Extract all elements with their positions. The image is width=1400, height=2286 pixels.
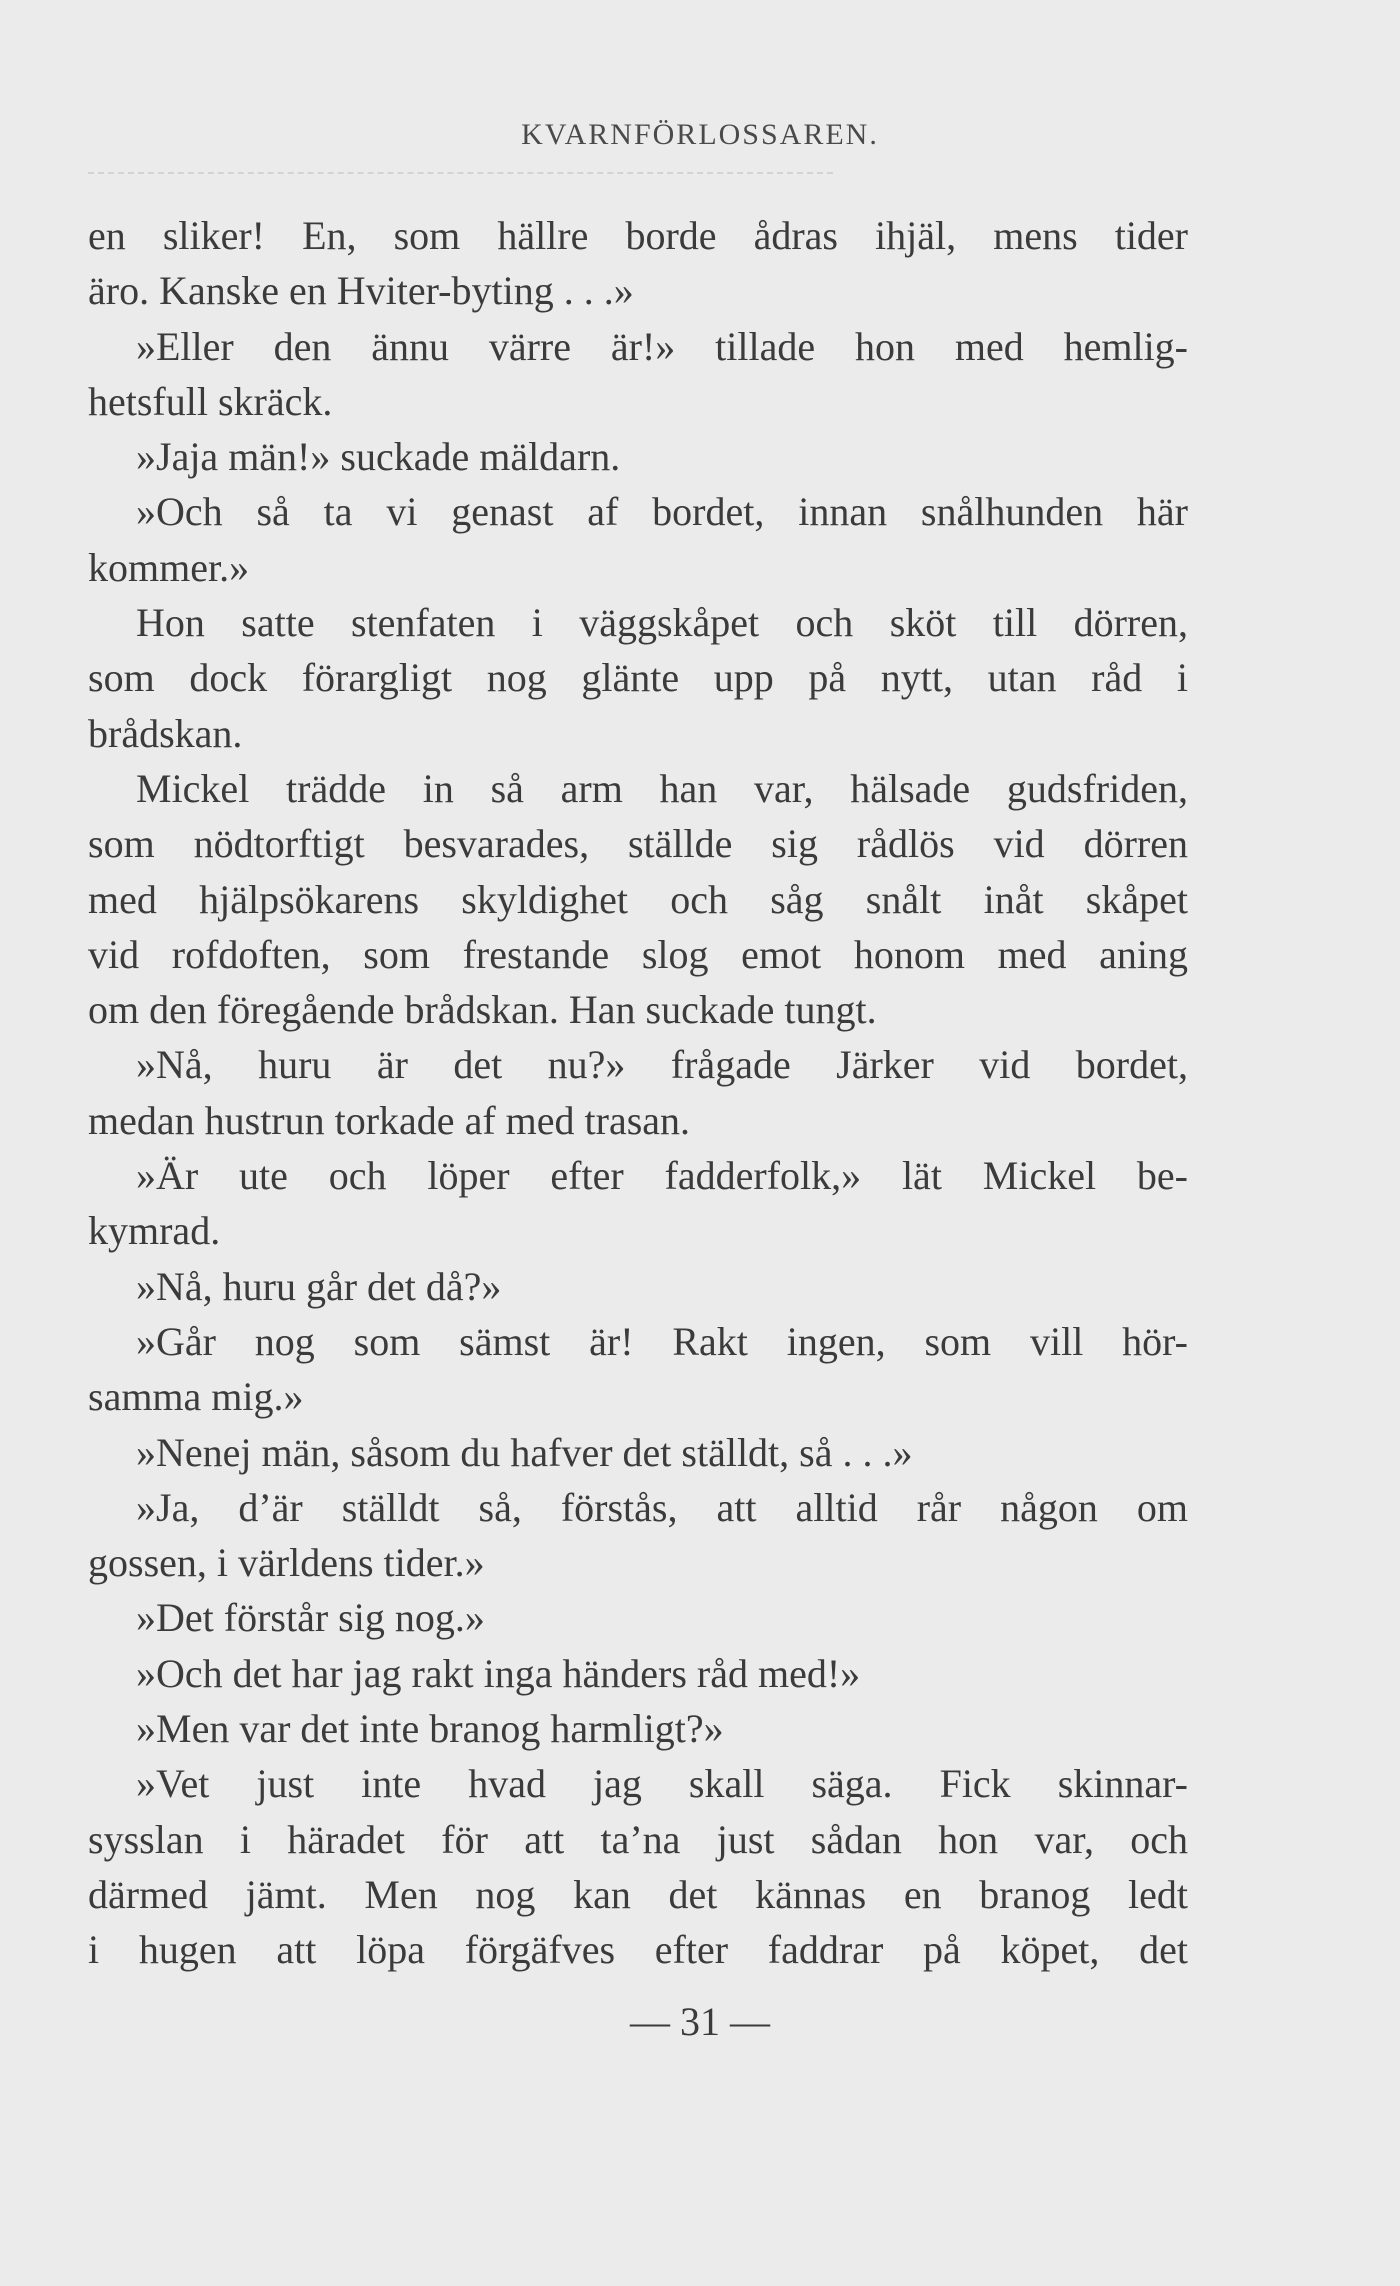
text-line: »Vet just inte hvad jag skall säga. Fick skinnar- bbox=[136, 1761, 1188, 1807]
text-line: äro. Kanske en Hviter-byting . . .» bbox=[88, 268, 634, 314]
text-line: sysslan i häradet för att ta’na just sådan hon var, och bbox=[88, 1816, 1188, 1862]
running-head: KVARNFÖRLOSSAREN. bbox=[521, 118, 879, 151]
text-line: med hjälpsökarens skyldighet och såg snålt inåt skåpet bbox=[88, 876, 1188, 922]
text-line: som nödtorftigt besvarades, ställde sig rådlös vid dörren bbox=[88, 821, 1188, 867]
text-line: »Nå, huru går det då?» bbox=[136, 1263, 502, 1309]
text-line: »Ja, d’är ställdt så, förstås, att alltid rår någon om bbox=[136, 1484, 1188, 1530]
text-line: om den föregående brådskan. Han suckade tungt. bbox=[88, 987, 877, 1033]
text-line: »Eller den ännu värre är!» tillade hon med hemlig- bbox=[136, 323, 1188, 369]
text-line: »Nenej män, såsom du hafver det ställdt, så . . .» bbox=[136, 1429, 913, 1475]
text-line: gossen, i världens tider.» bbox=[88, 1540, 485, 1586]
text-line: »Men var det inte branog harmligt?» bbox=[136, 1706, 724, 1752]
text-line: Mickel trädde in så arm han var, hälsade gudsfriden, bbox=[136, 765, 1188, 811]
text-line: »Är ute och löper efter fadderfolk,» lät Mickel be- bbox=[136, 1153, 1188, 1199]
page-number: — 31 — bbox=[630, 1999, 770, 2044]
text-line: i hugen att löpa förgäfves efter faddrar på köpet, det bbox=[88, 1927, 1188, 1973]
text-line: »Det förstår sig nog.» bbox=[136, 1595, 485, 1641]
text-line: kymrad. bbox=[88, 1208, 221, 1254]
text-line: vid rofdoften, som frestande slog emot honom med aning bbox=[88, 931, 1188, 977]
text-line: »Och så ta vi genast af bordet, innan snålhunden här bbox=[136, 489, 1188, 535]
text-line: hetsfull skräck. bbox=[88, 378, 333, 424]
text-line: en sliker! En, som hällre borde ådras ihjäl, mens tider bbox=[88, 213, 1188, 258]
text-line: Hon satte stenfaten i väggskåpet och sköt till dörren, bbox=[136, 600, 1188, 646]
text-line: därmed jämt. Men nog kan det kännas en branog ledt bbox=[88, 1871, 1188, 1917]
text-line: kommer.» bbox=[88, 544, 250, 590]
body-text bbox=[88, 208, 1188, 1978]
header-rule bbox=[88, 172, 833, 174]
text-line: brådskan. bbox=[88, 710, 243, 756]
text-line: medan hustrun torkade af med trasan. bbox=[88, 1097, 691, 1143]
text-line: som dock förargligt nog glänte upp på nytt, utan råd i bbox=[88, 655, 1188, 701]
text-line: »Och det har jag rakt inga händers råd med!» bbox=[136, 1650, 861, 1696]
text-line: samma mig.» bbox=[88, 1374, 304, 1420]
text-line: »Jaja män!» suckade mäldarn. bbox=[136, 434, 621, 480]
text-line: »Går nog som sämst är! Rakt ingen, som vill hör- bbox=[136, 1318, 1188, 1364]
text-line: »Nå, huru är det nu?» frågade Järker vid bordet, bbox=[136, 1042, 1188, 1088]
